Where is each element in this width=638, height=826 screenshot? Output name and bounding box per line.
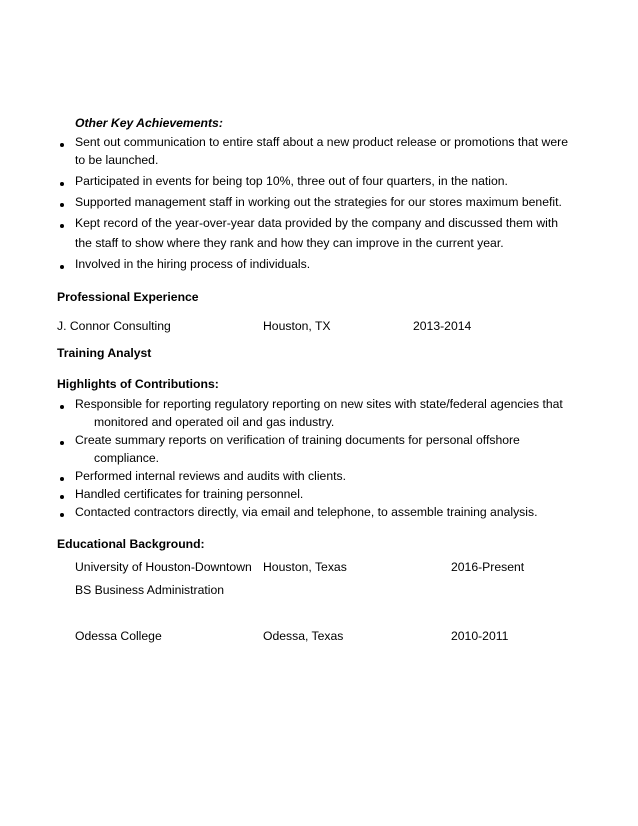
bullet-icon — [60, 441, 64, 445]
achievement-item-4-line1: Kept record of the year-over-year data provided by the company and discussed them with — [75, 216, 559, 230]
highlight-item-1-line2: monitored and operated oil and gas industry. — [94, 415, 335, 429]
education-location: Houston, Texas — [263, 560, 347, 574]
highlight-item-5: Contacted contractors directly, via email and telephone, to assemble training analysis. — [75, 505, 538, 519]
bullet-icon — [60, 203, 64, 207]
bullet-icon — [60, 405, 64, 409]
experience-location: Houston, TX — [263, 319, 331, 333]
achievement-item-2: Participated in events for being top 10%, three out of four quarters, in the nation. — [75, 174, 508, 188]
bullet-icon — [60, 513, 64, 517]
education-dates: 2016-Present — [451, 560, 525, 574]
job-title: Training Analyst — [57, 346, 152, 360]
education-degree: BS Business Administration — [75, 583, 225, 597]
achievement-item-3: Supported management staff in working out the strategies for our stores maximum benefit. — [75, 195, 562, 209]
education-heading: Educational Background: — [57, 537, 205, 551]
bullet-icon — [60, 495, 64, 499]
highlight-item-4: Handled certificates for training personnel. — [75, 487, 304, 501]
achievement-item-5: Involved in the hiring process of individuals. — [75, 257, 311, 271]
highlight-item-2-line2: compliance. — [94, 451, 160, 465]
experience-heading: Professional Experience — [57, 290, 199, 304]
education-school: University of Houston-Downtown — [75, 560, 252, 574]
bullet-icon — [60, 477, 64, 481]
bullet-icon — [60, 265, 64, 269]
achievement-item-1-line2: to be launched. — [75, 153, 159, 167]
highlight-item-1-line1: Responsible for reporting regulatory reporting on new sites with state/federal agencies that — [75, 397, 563, 411]
highlights-heading: Highlights of Contributions: — [57, 377, 219, 391]
achievement-item-1-line1: Sent out communication to entire staff about a new product release or promotions that were — [75, 135, 568, 149]
education-dates: 2010-2011 — [451, 629, 509, 643]
achievements-heading: Other Key Achievements: — [75, 116, 223, 130]
highlight-item-3: Performed internal reviews and audits with clients. — [75, 469, 346, 483]
experience-company: J. Connor Consulting — [57, 319, 171, 333]
education-location: Odessa, Texas — [263, 629, 344, 643]
experience-dates: 2013-2014 — [413, 319, 472, 333]
bullet-icon — [60, 224, 64, 228]
bullet-icon — [60, 182, 64, 186]
bullet-icon — [60, 143, 64, 147]
highlight-item-2-line1: Create summary reports on verification of training documents for personal offshore — [75, 433, 520, 447]
education-school: Odessa College — [75, 629, 162, 643]
achievement-item-4-line2: the staff to show where they rank and how they can improve in the current year. — [75, 236, 504, 250]
